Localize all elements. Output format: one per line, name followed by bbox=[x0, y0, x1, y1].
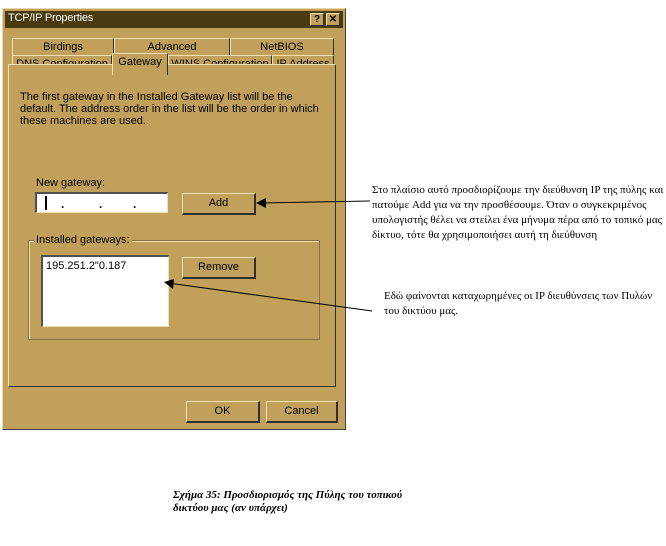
new-gateway-input[interactable] bbox=[35, 192, 168, 213]
ip-separator: . bbox=[133, 197, 137, 211]
list-item[interactable]: 195.251.2"0.187 bbox=[46, 260, 127, 272]
ip-separator: . bbox=[61, 197, 65, 211]
add-button[interactable]: Add bbox=[182, 193, 256, 215]
new-gateway-label: New gateway: bbox=[36, 177, 106, 189]
window-title: TCP/IP Properties bbox=[8, 12, 94, 24]
help-button[interactable]: ? bbox=[310, 13, 324, 26]
remove-button[interactable]: Remove bbox=[182, 257, 256, 279]
title-bar[interactable] bbox=[5, 11, 343, 28]
gateway-description: The first gateway in the Installed Gateway list will be the default. The address order in the list will be the order in which these machines are used. bbox=[20, 91, 319, 127]
tab-advanced[interactable]: Advanced bbox=[114, 38, 230, 56]
ok-button[interactable]: OK bbox=[186, 401, 260, 423]
tab-gateway[interactable]: Gateway bbox=[112, 53, 168, 75]
tab-bindings[interactable]: Birdings bbox=[12, 38, 114, 56]
close-button[interactable]: ✕ bbox=[326, 13, 340, 26]
cancel-button[interactable]: Cancel bbox=[266, 401, 338, 423]
tab-netbios[interactable]: NetBIOS bbox=[230, 38, 334, 56]
figure-caption: Σχήμα 35: Προσδιορισμός της Πύλης του τοπικού δικτύου μας (αν υπάρχει) bbox=[173, 489, 403, 514]
list-annotation: Εδώ φαίνονται καταχωρημένες οι IP διευθύνσεις των Πυλών του δικτύου μας. bbox=[384, 290, 653, 317]
installed-gateways-label: Installed gateways: bbox=[36, 234, 130, 246]
text-caret bbox=[45, 196, 47, 210]
ip-separator: . bbox=[99, 197, 103, 211]
add-annotation: Στο πλαίσιο αυτό προσδιορίζουμε την διεύθυνση IP της πύλης και πατούμε Add για να την προσθέσουμε. Όταν ο συγκεκριμένος υπολογιστής θέλει να στείλει ένα μήνυμα πέρα από το τοπικό μας δίκτυο, τότε θα χρησιμοποιήσει αυτή τη διεύθυνση bbox=[372, 184, 664, 241]
installed-gateways-list[interactable] bbox=[41, 255, 169, 327]
